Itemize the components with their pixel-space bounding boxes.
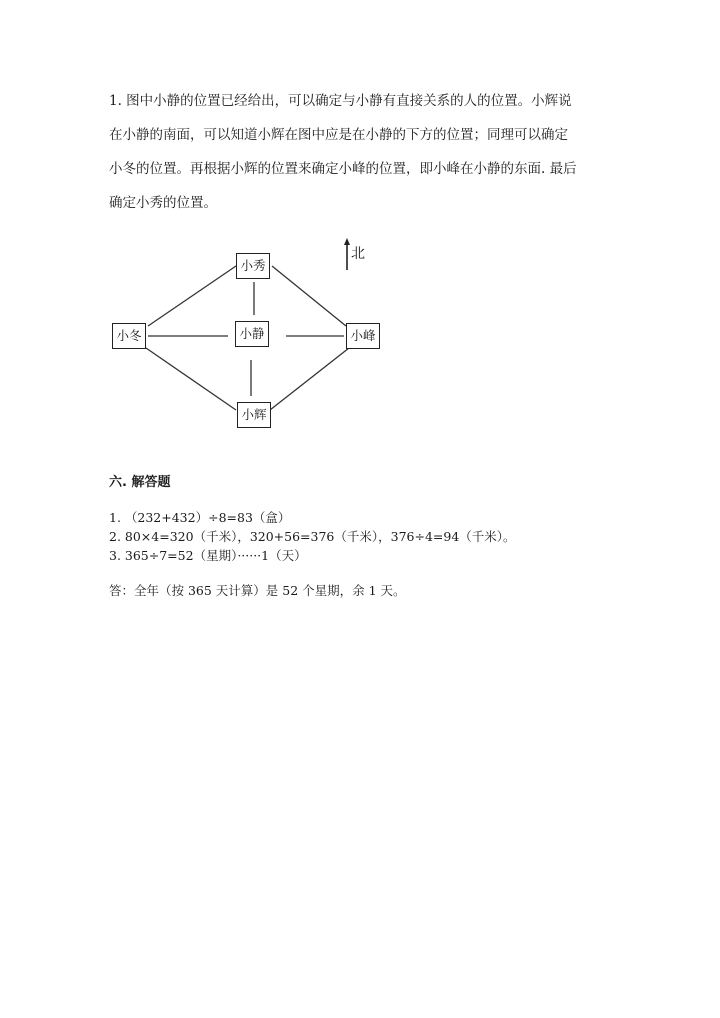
answer-line: 1. （232+432）÷8=83（盒） [109, 510, 291, 525]
node-bottom: 小辉 [237, 402, 271, 428]
node-right: 小峰 [346, 323, 380, 349]
answer-line: 3. 365÷7=52（星期）······1（天） [109, 548, 307, 563]
explanation-paragraph [109, 84, 609, 220]
line-top-right [272, 266, 346, 326]
section-title: 六. 解答题 [109, 475, 171, 490]
node-top: 小秀 [236, 253, 270, 279]
explanation-line: 确定小秀的位置。 [109, 195, 217, 211]
explanation-line: 小冬的位置。再根据小辉的位置来确定小峰的位置，即小峰在小静的东面. 最后 [109, 161, 577, 177]
answer-line: 2. 80×4=320（千米），320+56=376（千米），376÷4=94（千米）。 [109, 529, 516, 544]
line-top-left [148, 266, 236, 326]
final-answer: 答：全年（按 365 天计算）是 52 个星期，余 1 天。 [109, 583, 406, 598]
node-center: 小静 [235, 321, 269, 347]
line-left-bottom [146, 348, 236, 410]
explanation-line: 在小静的南面，可以知道小辉在图中应是在小静的下方的位置；同理可以确定 [109, 127, 568, 143]
line-right-bottom [270, 348, 349, 410]
north-label: 北 [351, 246, 365, 262]
north-arrow-icon [344, 238, 350, 270]
explanation-line: 1. 图中小静的位置已经给出，可以确定与小静有直接关系的人的位置。小辉说 [109, 93, 572, 109]
answer-list [109, 508, 516, 565]
node-left: 小冬 [112, 323, 146, 349]
